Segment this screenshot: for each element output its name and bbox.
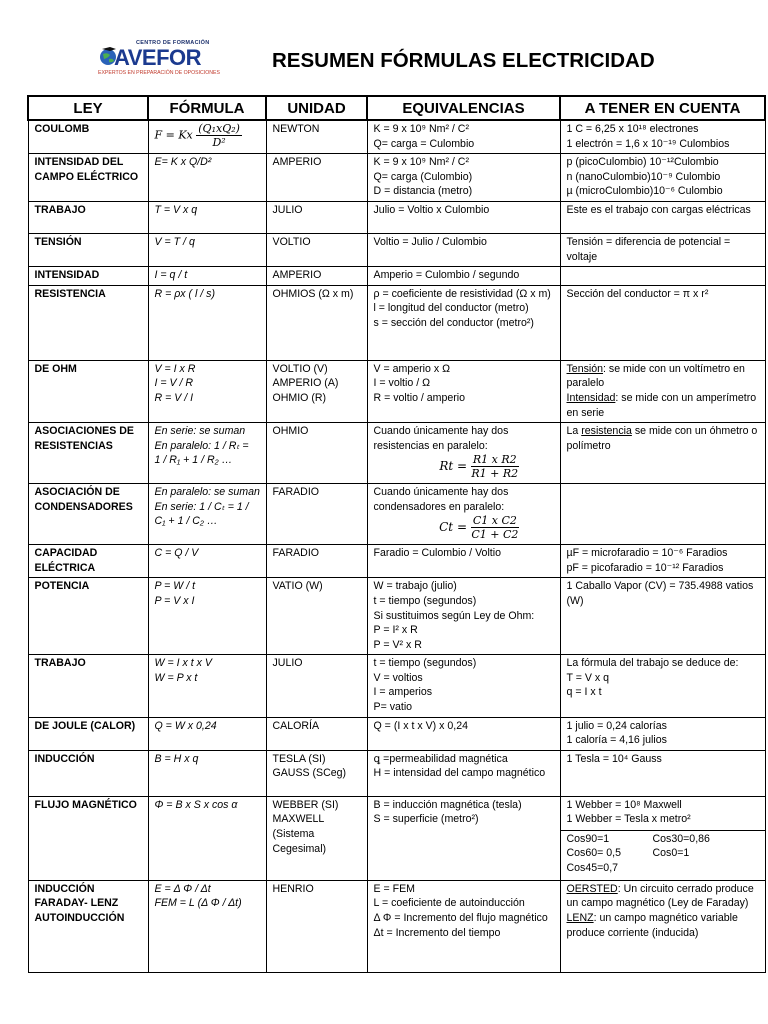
eq-line: l = longitud del conductor (metro): [373, 302, 529, 315]
formula-line: I = V / R: [154, 377, 194, 390]
nota-line: q = I x t: [566, 686, 602, 699]
nota-cell: 1 Tesla = 10⁴ Gauss: [560, 750, 765, 796]
nota-line: µF = microfaradio = 10⁻⁶ Faradios: [566, 547, 728, 560]
fraction-numerator: C1 x C2: [472, 514, 517, 528]
cos-value: Cos45=0,7: [566, 862, 619, 875]
nota-cell: [560, 423, 765, 484]
eq-line: V = amperio x Ω: [373, 362, 451, 375]
formula-cell: T = V x q: [148, 201, 266, 233]
unidad-line: OHMIO (R): [272, 391, 327, 404]
formula-cell: [148, 423, 266, 484]
formula-fraction: [196, 122, 242, 149]
table-row: [28, 233, 765, 266]
unidad-line: GAUSS (SCeg): [272, 767, 347, 780]
unidad-cell: VATIO (W): [266, 578, 367, 655]
header-formula: FÓRMULA: [148, 96, 266, 120]
ley-cell: POTENCIA: [28, 578, 148, 655]
resistencia-label: resistencia: [581, 425, 632, 438]
equivalencias-cell: [367, 423, 560, 484]
eq-line: P = V² x R: [373, 638, 422, 651]
page-header: [0, 0, 768, 92]
formula-line: En paralelo: se suman: [154, 486, 260, 499]
lenz-text: : un campo magnético variable produce corriente (inducida): [566, 912, 738, 939]
oersted-text: : Un circuito cerrado produce un campo magnético (Ley de Faraday): [566, 882, 754, 910]
cos-value: Cos90=1: [566, 832, 610, 845]
eq-line: I = voltio / Ω: [373, 377, 430, 390]
formula-table: [27, 95, 766, 973]
equivalencias-cell: Julio = Voltio x Culombio: [367, 201, 560, 233]
nota-cell: Este es el trabajo con cargas eléctricas: [560, 201, 765, 233]
nota-line: 1 Webber = Tesla x metro²: [566, 813, 691, 826]
unidad-cell: CALORÍA: [266, 717, 367, 750]
unidad-cell: FARADIO: [266, 484, 367, 545]
unidad-cell: VOLTIO: [266, 233, 367, 266]
page-title: RESUMEN FÓRMULAS ELECTRICIDAD: [272, 49, 655, 72]
unidad-cell: FARADIO: [266, 545, 367, 578]
unidad-cell: OHMIO: [266, 423, 367, 484]
eq-line: H = intensidad del campo magnético: [373, 767, 546, 780]
nota-line: [567, 882, 760, 911]
ley-cell: INTENSIDAD: [28, 267, 148, 286]
ley-cell: RESISTENCIA: [28, 285, 148, 360]
logo-name: AVEFOR: [114, 45, 202, 70]
nota-line: 1 Webber = 10⁸ Maxwell: [566, 798, 682, 811]
equivalencias-cell: Q = (I x t x V) x 0,24: [367, 717, 560, 750]
nota-text: se mide con un óhmetro o polímetro: [566, 425, 758, 452]
fraction-numerator: R1 x R2: [472, 453, 517, 467]
ley-cell: INDUCCIÓN: [28, 750, 148, 796]
eq-line: I = amperios: [373, 686, 433, 699]
eq-line: Q= carga (Culombio): [373, 170, 473, 183]
table-row: [28, 154, 765, 202]
eq-line: E = FEM: [373, 882, 416, 895]
ley-cell: INTENSIDAD DEL CAMPO ELÉCTRICO: [28, 154, 148, 202]
nota-cell: [560, 484, 765, 545]
formula-line: E = Δ Φ / Δt: [154, 882, 211, 895]
eq-fraction: [471, 453, 519, 480]
eq-line: Δt = Incremento del tiempo: [373, 926, 501, 939]
formula-cell: E= K x Q/D²: [148, 154, 266, 202]
ley-cell: ASOCIACIÓN DE CONDENSADORES: [28, 484, 148, 545]
equivalencias-cell: Amperio = Culombio / segundo: [367, 267, 560, 286]
eq-line: S = superficie (metro²): [373, 813, 479, 826]
formula-cell: [148, 120, 266, 154]
equivalencias-cell: [367, 578, 560, 655]
formula-line: R = V / I: [154, 391, 194, 404]
nota-cell: [560, 655, 765, 717]
eq-fraction: [471, 514, 519, 541]
fraction-numerator: (Q₁xQ₂): [198, 122, 240, 135]
equivalencias-cell: [367, 120, 560, 154]
eq-line: K = 9 x 10⁹ Nm² / C²: [373, 123, 469, 135]
nota-line: pF = picofaradio = 10⁻¹² Faradios: [566, 561, 724, 574]
nota-line: µ (microCulombio)10⁻⁶ Culombio: [566, 185, 723, 198]
eq-formula: [374, 514, 555, 541]
fraction-denominator: C1 + C2: [471, 528, 519, 542]
formula-cell: Q = W x 0,24: [148, 717, 266, 750]
equivalencias-cell: [367, 285, 560, 360]
eq-line: t = tiempo (segundos): [373, 594, 477, 607]
formula-cell: R = ρx ( l / s): [148, 285, 266, 360]
table-row: [28, 717, 765, 750]
table-row: [28, 545, 765, 578]
unidad-cell: HENRIO: [266, 880, 367, 972]
intensidad-text: : se mide con un amperímetro en serie: [566, 391, 757, 419]
unidad-cell: OHMIOS (Ω x m): [266, 285, 367, 360]
table-row: [28, 360, 765, 422]
eq-line: s = sección del conductor (metro²): [373, 316, 534, 329]
header-a-tener-en-cuenta: A TENER EN CUENTA: [560, 96, 765, 120]
ley-cell: DE OHM: [28, 360, 148, 422]
table-row: [28, 267, 765, 286]
table-row: [28, 578, 765, 655]
equivalencias-cell: Faradio = Culombio / Voltio: [367, 545, 560, 578]
unidad-cell: JULIO: [266, 655, 367, 717]
equivalencias-cell: [367, 796, 560, 880]
table-row: [28, 484, 765, 545]
ley-cell: CAPACIDAD ELÉCTRICA: [28, 545, 148, 578]
nota-cell: [560, 154, 765, 202]
fraction-denominator: R1 + R2: [471, 467, 519, 481]
ley-cell: ASOCIACIONES DE RESISTENCIAS: [28, 423, 148, 484]
unidad-line: WEBBER (SI): [272, 798, 339, 811]
equivalencias-cell: [367, 750, 560, 796]
formula-line: En serie: se suman: [154, 425, 246, 438]
fraction-denominator: D²: [212, 136, 226, 149]
eq-line: Δ Φ = Incremento del flujo magnético: [373, 912, 548, 925]
nota-line: [567, 362, 760, 391]
eq-lhs: Ct =: [439, 520, 467, 535]
formula-cell: V = T / q: [148, 233, 266, 266]
ley-cell: INDUCCIÓN FARADAY- LENZ AUTOINDUCCIÓN: [28, 880, 148, 972]
eq-line: B = inducción magnética (tesla): [373, 798, 522, 811]
nota-line: 1 caloría = 4,16 julios: [566, 734, 667, 747]
formula-lhs: F = Kx: [154, 128, 193, 142]
eq-line: Si sustituimos según Ley de Ohm:: [373, 609, 535, 622]
equivalencias-cell: [367, 484, 560, 545]
equivalencias-cell: Voltio = Julio / Culombio: [367, 233, 560, 266]
cos-values: [561, 830, 765, 878]
formula-line: W = I x t x V: [154, 657, 212, 670]
equivalencias-cell: [367, 655, 560, 717]
unidad-cell: [266, 796, 367, 880]
formula-line: P = W / t: [154, 580, 196, 593]
table-row: [28, 120, 765, 154]
formula-cell: [148, 655, 266, 717]
nota-line: 1 electrón = 1,6 x 10⁻¹⁹ Culombios: [566, 137, 730, 150]
ley-cell: TRABAJO: [28, 655, 148, 717]
formula-line: V = I x R: [154, 362, 196, 375]
ley-cell: TENSIÓN: [28, 233, 148, 266]
table-row: [28, 423, 765, 484]
tension-text: : se mide con un voltímetro en paralelo: [566, 362, 745, 390]
eq-line: P= vatio: [373, 701, 413, 714]
eq-line: t = tiempo (segundos): [373, 657, 477, 670]
eq-line: D = distancia (metro): [373, 185, 473, 198]
nota-cell: [560, 120, 765, 154]
eq-line: Cuando únicamente hay dos condensadores en paralelo:: [373, 486, 509, 513]
equivalencias-cell: [367, 154, 560, 202]
nota-cell: [560, 717, 765, 750]
lenz-label: LENZ: [566, 912, 594, 925]
eq-line: Cuando únicamente hay dos resistencias en paralelo:: [373, 425, 509, 452]
nota-line: La fórmula del trabajo se deduce de:: [566, 657, 739, 670]
nota-cell: 1 Caballo Vapor (CV) = 735.4988 vatios (W): [560, 578, 765, 655]
ley-cell: COULOMB: [28, 120, 148, 154]
eq-formula: [374, 453, 555, 480]
nota-line: [567, 911, 760, 940]
intensidad-label: Intensidad: [566, 391, 616, 404]
avefor-logo: [96, 40, 236, 80]
nota-line: 1 julio = 0,24 calorías: [566, 719, 667, 732]
table-row: [28, 796, 765, 880]
formula-line: W = P x t: [154, 671, 198, 684]
eq-line: ꝗ =permeabilidad magnética: [373, 752, 508, 765]
table-row: [28, 750, 765, 796]
eq-line: P = I² x R: [373, 624, 418, 637]
unidad-cell: [266, 750, 367, 796]
unidad-line: AMPERIO (A): [272, 377, 339, 390]
eq-line: L = coeficiente de autoinducción: [373, 897, 525, 910]
cos-value: Cos0=1: [652, 847, 690, 860]
formula-cell: [148, 360, 266, 422]
nota-line: p (picoCulombio) 10⁻¹²Culombio: [566, 156, 719, 169]
formula-cell: Φ = B x S x cos α: [148, 796, 266, 880]
header-equivalencias: EQUIVALENCIAS: [367, 96, 560, 120]
eq-line: K = 9 x 10⁹ Nm² / C²: [373, 156, 469, 169]
formula-cell: [148, 578, 266, 655]
unidad-line: VOLTIO (V): [272, 362, 328, 375]
table-header-row: [28, 96, 765, 120]
nota-line: [567, 391, 760, 420]
cos-value: Cos30=0,86: [652, 832, 710, 845]
unidad-cell: AMPERIO: [266, 154, 367, 202]
unidad-line: MAXWELL (Sistema Cegesimal): [272, 813, 327, 855]
nota-cell: Tensión = diferencia de potencial = voltaje: [560, 233, 765, 266]
formula-cell: B = H x q: [148, 750, 266, 796]
equivalencias-cell: [367, 880, 560, 972]
nota-line: T = V x q: [566, 671, 609, 684]
formula-cell: I = q / t: [148, 267, 266, 286]
unidad-cell: JULIO: [266, 201, 367, 233]
eq-line: V = voltios: [373, 671, 423, 684]
nota-cell: [560, 545, 765, 578]
ley-cell: DE JOULE (CALOR): [28, 717, 148, 750]
eq-lhs: Rt =: [439, 459, 468, 474]
logo-top-line: CENTRO DE FORMACIÓN: [136, 40, 210, 46]
table-row: [28, 201, 765, 233]
formula-line: En serie: 1 / Cₜ = 1 / C₁ + 1 / C₂ …: [154, 500, 249, 528]
oersted-label: OERSTED: [566, 882, 618, 895]
nota-line: n (nanoCulombio)10⁻⁹ Culombio: [566, 170, 721, 183]
nota-cell: [560, 880, 765, 972]
webber-notes: [561, 797, 765, 830]
formula-line: 1 / R₁ + 1 / R₂ …: [154, 454, 233, 467]
table-row: [28, 880, 765, 972]
formula-line: FEM = L (Δ Φ / Δt): [154, 897, 242, 910]
eq-line: ρ = coeficiente de resistividad (Ω x m): [373, 287, 551, 300]
nota-cell: [560, 267, 765, 286]
unidad-cell: AMPERIO: [266, 267, 367, 286]
logo-bottom-line: EXPERTOS EN PREPARACIÓN DE OPOSICIONES: [98, 70, 220, 76]
equivalencias-cell: [367, 360, 560, 422]
eq-line: Q= carga = Culombio: [373, 137, 475, 150]
eq-line: R = voltio / amperio: [373, 391, 466, 404]
formula-cell: [148, 484, 266, 545]
formula-line: En paralelo: 1 / Rₜ =: [154, 439, 249, 452]
formula-cell: C = Q / V: [148, 545, 266, 578]
nota-pre: La: [566, 425, 582, 438]
header-unidad: UNIDAD: [266, 96, 367, 120]
unidad-cell: [266, 360, 367, 422]
tension-label: Tensión: [566, 362, 604, 375]
table-row: [28, 655, 765, 717]
nota-line: 1 C = 6,25 x 10¹⁸ electrones: [566, 123, 699, 135]
nota-cell: Sección del conductor = π x r²: [560, 285, 765, 360]
header-ley: LEY: [28, 96, 148, 120]
ley-cell: TRABAJO: [28, 201, 148, 233]
table-row: [28, 285, 765, 360]
nota-cell: [560, 796, 765, 880]
formula-line: P = V x I: [154, 594, 195, 607]
formula-cell: [148, 880, 266, 972]
ley-cell: FLUJO MAGNÉTICO: [28, 796, 148, 880]
unidad-line: TESLA (SI): [272, 752, 326, 765]
unidad-cell: NEWTON: [266, 120, 367, 154]
nota-cell: [560, 360, 765, 422]
cos-value: Cos60= 0,5: [566, 847, 621, 860]
eq-line: W = trabajo (julio): [373, 580, 457, 593]
